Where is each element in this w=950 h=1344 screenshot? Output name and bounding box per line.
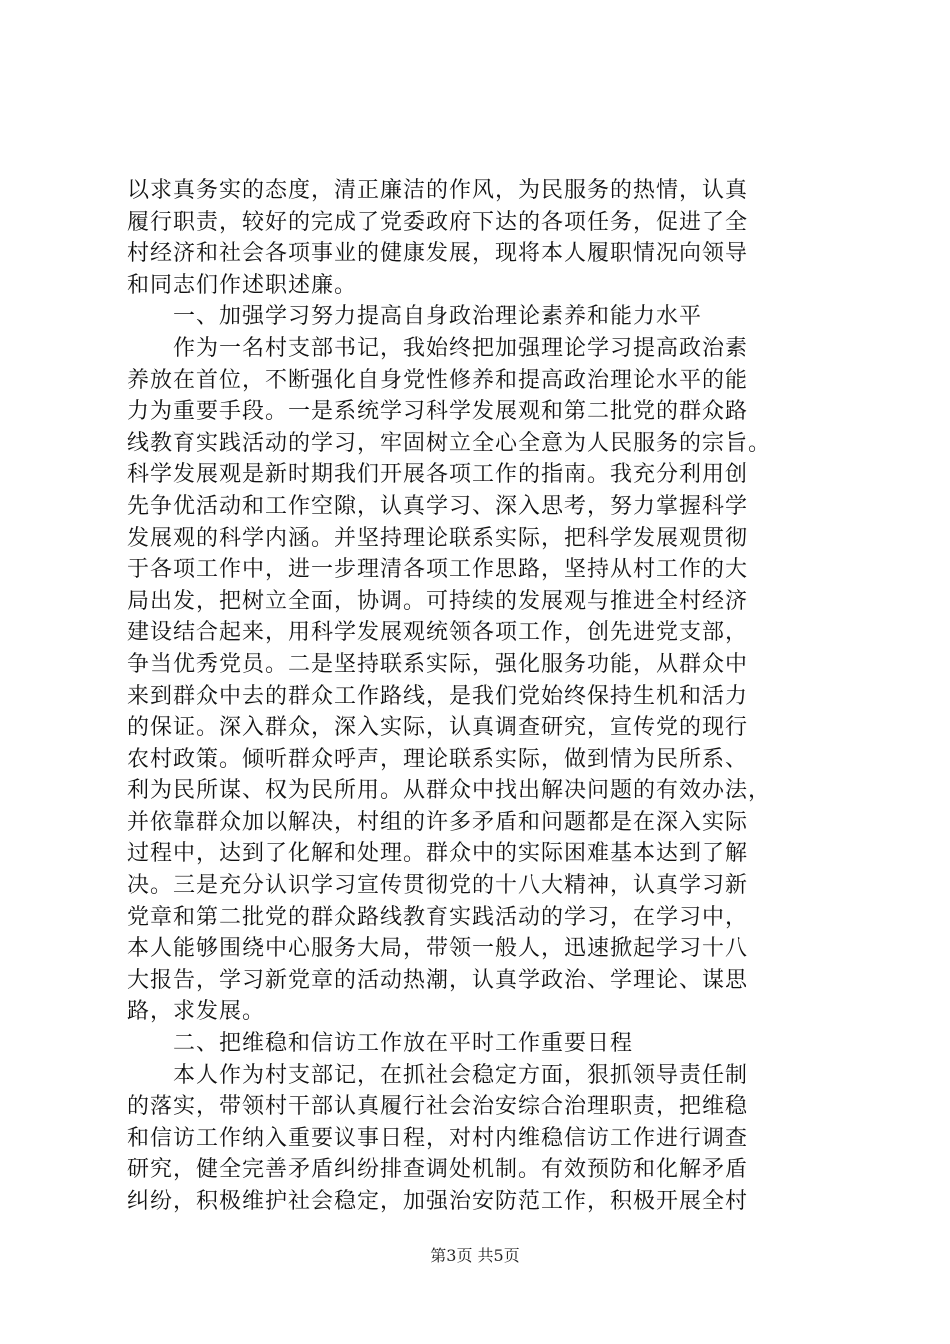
- document-body: [127, 175, 827, 1218]
- text-line: 先争优活动和工作空隙，认真学习、深入思考，努力掌握科学: [127, 493, 749, 519]
- text-line: 本人作为村支部记，在抓社会稳定方面，狠抓领导责任制: [127, 1062, 749, 1088]
- text-line: 线教育实践活动的学习，牢固树立全心全意为人民服务的宗旨。: [127, 430, 772, 456]
- text-line: 路，求发展。: [127, 999, 266, 1025]
- text-line: 争当优秀党员。二是坚持联系实际，强化服务功能，从群众中: [127, 651, 749, 677]
- text-line: 以求真务实的态度，清正廉洁的作风，为民服务的热情，认真: [127, 178, 749, 203]
- text-line: 农村政策。倾听群众呼声，理论联系实际，做到情为民所系、: [127, 746, 749, 772]
- text-line: 并依靠群众加以解决，村组的许多矛盾和问题都是在深入实际: [127, 809, 749, 835]
- text-line: 和信访工作纳入重要议事日程，对村内维稳信访工作进行调查: [127, 1125, 749, 1151]
- text-line: 研究，健全完善矛盾纠纷排查调处机制。有效预防和化解矛盾: [127, 1157, 749, 1183]
- text-line: 决。三是充分认识学习宣传贯彻党的十八大精神，认真学习新: [127, 873, 749, 899]
- text-line: 的保证。深入群众，深入实际，认真调查研究，宣传党的现行: [127, 715, 749, 741]
- text-line: 纠纷，积极维护社会稳定，加强治安防范工作，积极开展全村: [127, 1189, 749, 1214]
- text-line: 发展观的科学内涵。并坚持理论联系实际，把科学发展观贯彻: [127, 525, 749, 551]
- text-line: 过程中，达到了化解和处理。群众中的实际困难基本达到了解: [127, 841, 749, 867]
- text-line: 科学发展观是新时期我们开展各项工作的指南。我充分利用创: [127, 462, 749, 488]
- text-line: 利为民所谋、权为民所用。从群众中找出解决问题的有效办法，: [127, 778, 772, 804]
- text-line: 党章和第二批党的群众路线教育实践活动的学习，在学习中，: [127, 904, 749, 930]
- text-line: 的落实，带领村干部认真履行社会治安综合治理职责，把维稳: [127, 1094, 749, 1120]
- text-line: 力为重要手段。一是系统学习科学发展观和第二批党的群众路: [127, 399, 749, 425]
- text-line: 养放在首位，不断强化自身党性修养和提高政治理论水平的能: [127, 367, 749, 393]
- text-line: 履行职责，较好的完成了党委政府下达的各项任务，促进了全: [127, 209, 749, 235]
- text-line: 大报告，学习新党章的活动热潮，认真学政治、学理论、谋思: [127, 967, 749, 993]
- text-line: 局出发，把树立全面，协调。可持续的发展观与推进全村经济: [127, 588, 749, 614]
- section-heading-1: 一、加强学习努力提高自身政治理论素养和能力水平: [127, 304, 703, 330]
- text-line: 建设结合起来，用科学发展观统领各项工作，创先进党支部，: [127, 620, 749, 646]
- text-line: 来到群众中去的群众工作路线，是我们党始终保持生机和活力: [127, 683, 749, 709]
- text-line: 本人能够围绕中心服务大局，带领一般人，迅速掀起学习十八: [127, 936, 749, 962]
- text-line: 作为一名村支部书记，我始终把加强理论学习提高政治素: [127, 335, 749, 361]
- text-line: 于各项工作中，进一步理清各项工作思路，坚持从村工作的大: [127, 557, 749, 583]
- section-heading-2: 二、把维稳和信访工作放在平时工作重要日程: [127, 1031, 634, 1057]
- page-number-footer: 第3页 共5页: [430, 1246, 520, 1265]
- text-line: 村经济和社会各项事业的健康发展，现将本人履职情况向领导: [127, 241, 749, 267]
- text-line: 和同志们作述职述廉。: [127, 272, 358, 298]
